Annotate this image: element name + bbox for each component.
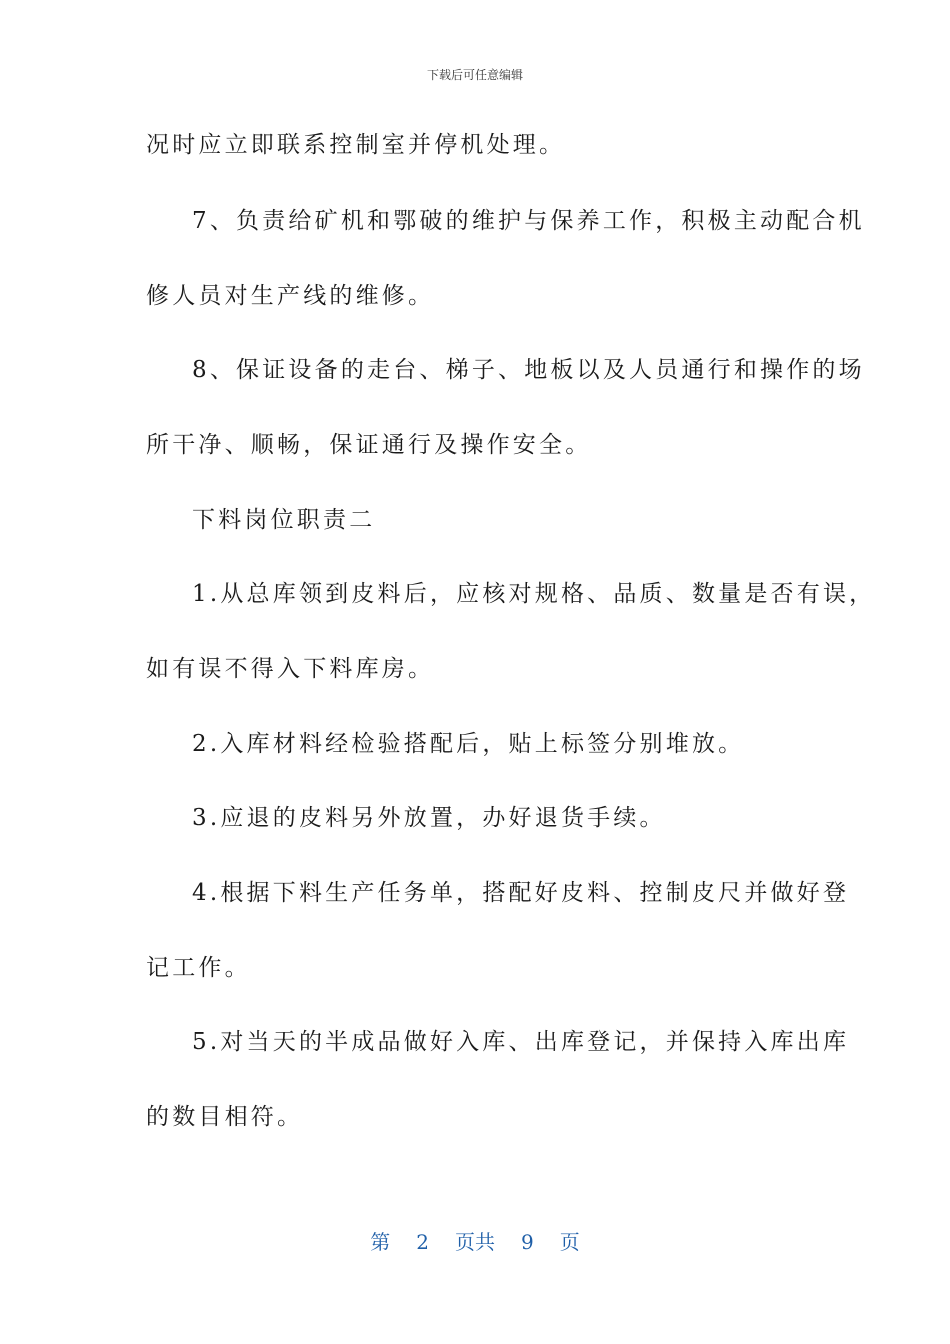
text-line: 1.从总库领到皮料后，应核对规格、品质、数量是否有误， bbox=[192, 581, 876, 607]
text-line: 如有误不得入下料库房。 bbox=[146, 656, 435, 682]
page-footer bbox=[0, 1226, 950, 1255]
text-line: 修人员对生产线的维修。 bbox=[146, 283, 435, 309]
text-line: 况时应立即联系控制室并停机处理。 bbox=[146, 132, 566, 158]
total-page-count: 9 bbox=[521, 1230, 534, 1254]
text-line: 所干净、顺畅，保证通行及操作安全。 bbox=[146, 432, 592, 458]
text-line: 记工作。 bbox=[146, 955, 251, 981]
text-line: 2.入库材料经检验搭配后，贴上标签分别堆放。 bbox=[192, 731, 745, 757]
text-line: 的数目相符。 bbox=[146, 1104, 304, 1130]
text-line: 7、负责给矿机和鄂破的维护与保养工作，积极主动配合机 bbox=[192, 208, 865, 234]
footer-prefix: 第 bbox=[370, 1230, 391, 1254]
footer-suffix: 页 bbox=[559, 1230, 580, 1254]
text-line: 4.根据下料生产任务单，搭配好皮料、控制皮尺并做好登 bbox=[192, 880, 850, 906]
page-header: 下载后可任意编辑 bbox=[426, 68, 523, 82]
footer-middle: 页共 bbox=[455, 1230, 495, 1254]
text-line: 5.对当天的半成品做好入库、出库登记，并保持入库出库 bbox=[192, 1029, 850, 1055]
text-line: 8、保证设备的走台、梯子、地板以及人员通行和操作的场 bbox=[192, 357, 865, 383]
current-page-number: 2 bbox=[416, 1230, 429, 1254]
text-line: 3.应退的皮料另外放置，办好退货手续。 bbox=[192, 805, 666, 831]
section-heading: 下料岗位职责二 bbox=[192, 507, 376, 533]
